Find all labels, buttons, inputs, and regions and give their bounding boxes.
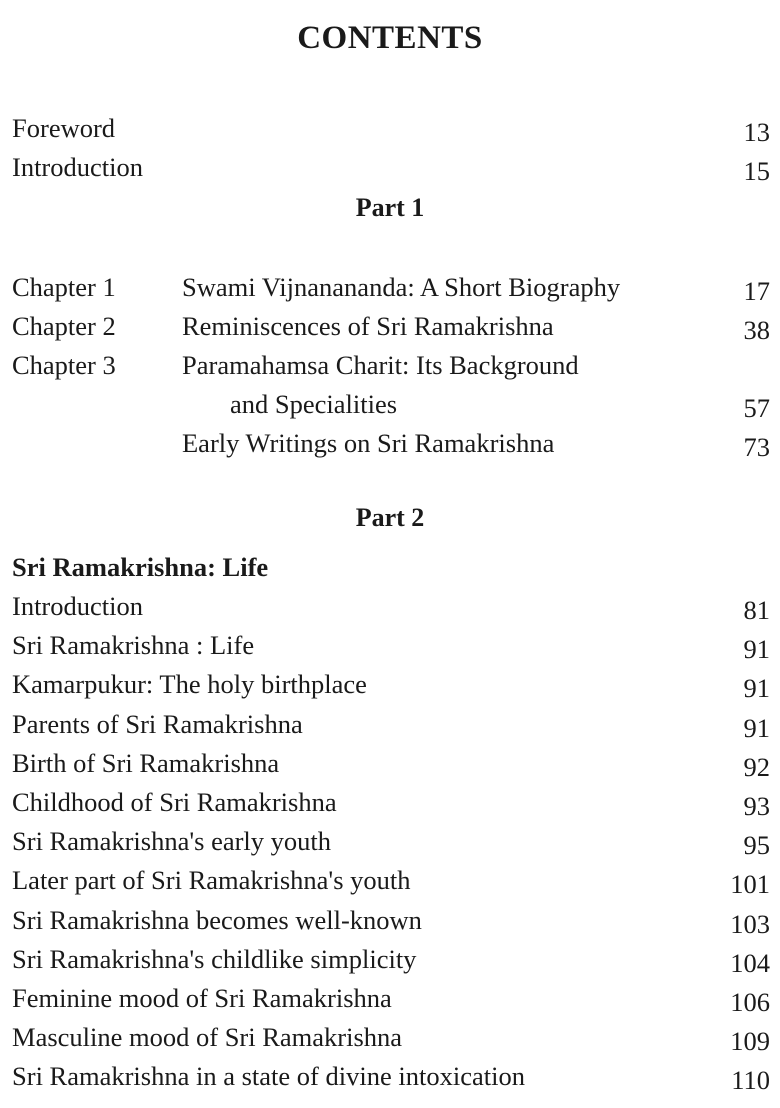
- entry-title: Foreword: [12, 113, 116, 143]
- toc-entry: [12, 942, 770, 976]
- entry-title: Parents of Sri Ramakrishna: [12, 708, 303, 739]
- entry-title: and Specialities: [230, 389, 398, 419]
- entry-title: Masculine mood of Sri Ramakrishna: [12, 1022, 403, 1053]
- chapter-label: Chapter 2: [12, 311, 116, 341]
- entry-page: 101: [730, 869, 770, 900]
- entry-title: Sri Ramakrishna in a state of divine intoxication: [12, 1061, 525, 1092]
- entry-title: Introduction: [12, 591, 143, 621]
- part-heading: Part 2: [355, 503, 425, 532]
- toc-entry: [12, 707, 770, 741]
- toc-entry: [12, 270, 770, 304]
- entry-title: Feminine mood of Sri Ramakrishna: [12, 983, 392, 1013]
- entry-title: Sri Ramakrishna's early youth: [12, 826, 332, 857]
- entry-page: 106: [730, 987, 770, 1017]
- entry-page: 13: [743, 117, 770, 147]
- entry-title: Introduction: [12, 152, 143, 182]
- entry-title: Birth of Sri Ramakrishna: [12, 747, 280, 778]
- entry-title: Kamarpukur: The holy birthplace: [12, 669, 367, 700]
- toc-entry: [12, 111, 770, 145]
- entry-page: 17: [743, 276, 770, 306]
- entry-title: Sri Ramakrishna : Life: [12, 630, 255, 661]
- chapter-label: Chapter 1: [12, 272, 116, 302]
- toc-entry: [12, 150, 770, 184]
- part-heading: Part 1: [355, 193, 425, 222]
- section-heading: [12, 550, 770, 584]
- toc-entry: [12, 667, 770, 704]
- toc-entry: [12, 824, 770, 861]
- entry-title: Later part of Sri Ramakrishna's youth: [12, 865, 411, 896]
- toc-entry: [12, 1020, 770, 1057]
- section-title: Sri Ramakrishna: Life: [12, 552, 269, 582]
- entry-page: 81: [743, 595, 770, 625]
- entry-title: Reminiscences of Sri Ramakrishna: [182, 311, 554, 341]
- toc-entry: [12, 589, 770, 623]
- chapter-label: Chapter 3: [12, 350, 116, 380]
- toc-entry: [12, 785, 770, 819]
- entry-page: 103: [730, 908, 770, 939]
- entry-page: 73: [743, 432, 770, 462]
- entry-title: Paramahamsa Charit: Its Background: [182, 350, 579, 380]
- toc-entry: [12, 426, 770, 460]
- entry-title: Sri Ramakrishna becomes well-known: [12, 904, 422, 935]
- entry-page: 95: [743, 830, 770, 861]
- entry-page: 91: [743, 634, 770, 665]
- toc-entry: [12, 628, 770, 665]
- entry-page: 57: [743, 393, 770, 423]
- entry-page: 15: [743, 156, 770, 186]
- entry-page: 91: [743, 673, 770, 704]
- entry-page: 93: [743, 791, 770, 821]
- entry-page: 91: [743, 712, 770, 743]
- toc-entry: [12, 387, 770, 421]
- toc-entry: [12, 863, 770, 900]
- entry-page: 38: [743, 315, 770, 345]
- entry-page: 110: [731, 1065, 770, 1096]
- entry-title: Swami Vijnanananda: A Short Biography: [182, 272, 621, 302]
- toc-entry: [12, 348, 770, 382]
- toc-entry: [12, 903, 770, 937]
- toc-entry: [12, 309, 770, 343]
- entry-title: Early Writings on Sri Ramakrishna: [182, 428, 555, 458]
- entry-page: 109: [730, 1026, 770, 1057]
- entry-page: 92: [743, 751, 770, 782]
- page-title: CONTENTS: [297, 20, 483, 56]
- entry-title: Childhood of Sri Ramakrishna: [12, 787, 337, 817]
- entry-title: Sri Ramakrishna's childlike simplicity: [12, 943, 417, 974]
- toc-entry: [12, 746, 770, 780]
- entry-page: 104: [730, 947, 770, 978]
- toc-entry: [12, 1059, 770, 1096]
- toc-entry: [12, 981, 770, 1015]
